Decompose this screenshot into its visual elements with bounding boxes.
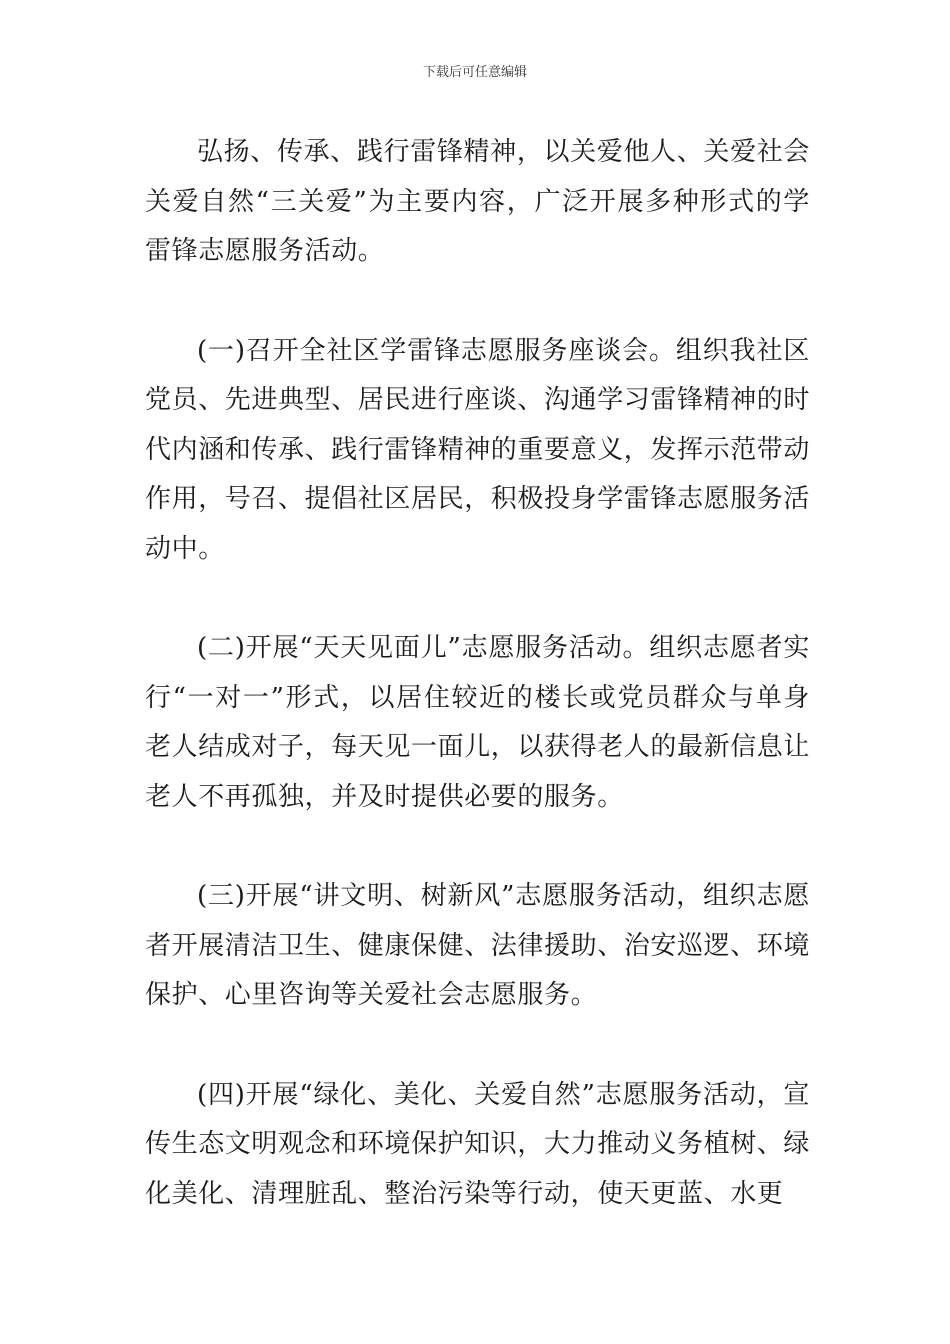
paragraph-intro: 弘扬、传承、践行雷锋精神，以关爱他人、关爱社会关爱自然“三关爱”为主要内容，广泛开展多种形式的学雷锋志愿服务活动。 [145, 137, 810, 266]
paragraph-item-1: (一)召开全社区学雷锋志愿服务座谈会。组织我社区党员、先进典型、居民进行座谈、沟通学习雷锋精神的时代内涵和传承、践行雷锋精神的重要意义，发挥示范带动作用，号召、提倡社区居民，积极投身学雷锋志愿服务活动中。 [145, 335, 811, 564]
document-body [145, 128, 810, 1269]
paragraph-item-3: (三)开展“讲文明、树新风”志愿服务活动，组织志愿者开展清洁卫生、健康保健、法律援助、治安巡逻、环境保护、心里咨询等关爱社会志愿服务。 [145, 881, 811, 1010]
paragraph-item-2: (二)开展“天天见面儿”志愿服务活动。组织志愿者实行“一对一”形式，以居住较近的楼长或党员群众与单身老人结成对子，每天见一面儿，以获得老人的最新信息让老人不再孤独，并及时提供必要的服务。 [145, 633, 811, 812]
paragraph-item-4: (四)开展“绿化、美化、关爱自然”志愿服务活动，宣传生态文明观念和环境保护知识，大力推动义务植树、绿化美化、清理脏乱、整治污染等行动，使天更蓝、水更 [145, 1079, 811, 1209]
page-header: 下载后可任意编辑 [422, 65, 527, 80]
